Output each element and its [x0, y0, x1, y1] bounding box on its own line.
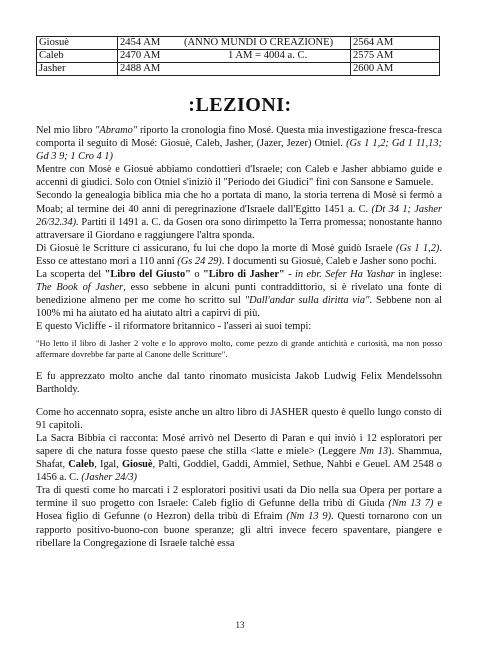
table-cell-name: Caleb [37, 50, 118, 63]
book-title: "Dall'andar sulla diritta via" [244, 295, 370, 307]
scripture-reference: (Dt 34 1; Jasher 26/32.34). [36, 203, 442, 228]
text-run: e Hosea figlio di Gefunne (o Hezron) della tribù di Efraim [36, 498, 442, 523]
paragraph [36, 189, 442, 241]
table-cell-end: 2600 AM [351, 63, 440, 76]
highlighted-name: Giosuè [121, 459, 153, 471]
text-run: o [190, 269, 203, 281]
text-run: Partiti il 1491 a. C. da Gosen ora sono dirimpetto la Terra promessa; nonostante hanno attraversare il Giordano e raggiungere l'altra sponda. [36, 216, 442, 241]
paragraph: E fu apprezzato molto anche dal tanto rinomato musicista Jakob Ludwig Felix Mendelssohn Bartholdy. [36, 370, 442, 395]
text-run: , esso sebbene in alcuni punti contraddittorio, si è rivelato una fonte di benedizione almeno per me come ho scritto sul [36, 282, 442, 307]
text-run: Secondo la genealogia biblica mia che ho a portata di mano, la storia terrena di Mosè si fermò a Moab; al termine dei 40 anni di peregrinazione d'Israele dall'Egitto 1451 a. C. [36, 190, 442, 215]
book-title: "Libro del Giusto" [104, 269, 191, 281]
paragraph: E questo Vicliffe - il riformatore britannico - l'asserì ai suoi tempi: [36, 321, 312, 333]
table-cell-end: 2564 AM [351, 37, 440, 50]
text-run: , Palti, Goddiel, Gaddi, Ammiel, Sethue, Nahbi e Geuel. AM 2548 o 1456 a. C. [36, 459, 442, 484]
page-number: 13 [235, 620, 245, 630]
hebrew-title: - in ebr. Sefer Ha Yashar [284, 269, 395, 281]
highlighted-name: Caleb [68, 459, 95, 471]
paragraph [36, 432, 442, 484]
paragraph [36, 484, 442, 549]
table-row [37, 37, 440, 50]
text-run: , Igal, [94, 459, 122, 471]
chronology-table [36, 36, 440, 76]
text-run: Di Giosuè le Scritture ci assicurano, fu lui che dopo la morte di Mosè guidò Israele [36, 242, 396, 254]
scripture-reference: (Gs 1 1,2; Gd 1 11,13; Gd 3 9; 1 Cro 4 1) [36, 138, 442, 163]
table-cell-am-value: 2454 AM [120, 37, 161, 48]
scripture-reference: (Gs 24 29) [177, 255, 222, 267]
section-heading: :LEZIONI: [188, 94, 292, 116]
text-run: . Esso ce attestano morì a 110 anni [36, 242, 442, 267]
anno-mundi-note: (ANNO MUNDI O CREAZIONE) [184, 37, 334, 48]
paragraph [36, 268, 442, 320]
text-run: La Sacra Bibbia ci racconta: Mosé arrivò nel Deserto di Paran e qui inviò i 12 esploratori per sapere di che natura fosse questo paese che stilla <latte e miele> (Leggere [36, 432, 442, 457]
text-run: . Questi tornarono con un rapporto positivo-buono-con buone speranze; gli altri invece fecero spaventare, piangere e ribellare la Congregazione di Israele talchè essa [36, 511, 442, 549]
text-run: riporto la cronologia fino Mosé. Questa mia investigazione fresca-fresca comporta il seguito di Mosé: Giosuè, Caleb, Jasher, (Jazer, Jezer) Otniel. [36, 125, 442, 150]
quotation: "Ho letto il libro di Jasher 2 volte e lo approvo molto, come pezzo di grande antichità e curiosità, ma non posso affermare dovrebbe far parte al Canone delle Scritture". [36, 337, 442, 359]
table-cell-am: 2488 AM [118, 63, 351, 76]
anno-mundi-equation: 1 AM = 4004 a. C. [228, 50, 308, 61]
scripture-reference: (Nm 13 7) [388, 498, 434, 510]
scripture-reference: (Jasher 24/3) [81, 472, 138, 484]
table-cell-am [118, 37, 351, 50]
text-run: Tra di questi come ho marcati i 2 esploratori positivi usati da Dio nella sua Opera per portare a termine il suo progetto con Israele: Caleb figlio di Gefunne della tribù di Giuda [36, 485, 442, 510]
scripture-reference: (Gs 1 1,2) [395, 242, 440, 254]
scripture-reference: (Nm 13 9) [286, 511, 332, 523]
book-title: "Libro di Jasher" [202, 269, 285, 281]
table-row [37, 50, 440, 63]
table-cell-name: Jasher [37, 63, 118, 76]
paragraph: Come ho accennato sopra, esiste anche un altro libro di JASHER questo è quello lungo consto di 91 capitoli. [36, 406, 442, 431]
table-cell-name: Giosuè [37, 37, 118, 50]
table-cell-am-value: 2470 AM [120, 50, 161, 61]
text-run: ). Shammua, Shafat, [36, 445, 442, 471]
scripture-reference: Nm 13 [359, 445, 389, 457]
english-title: The Book of Jasher [36, 282, 124, 294]
body-text [36, 124, 442, 550]
paragraph: Mentre con Mosè e Giosuè abbiamo condottieri d'Israele; con Caleb e Jasher abbiamo guide e accenni di giudici. Solo con Otniel s'iniziò il "Periodo dei Giudici" finì con Sansone e Samuele. [36, 164, 442, 189]
text-run: . Sebbene non al 100% mi ha aiutato ed ha aiutato altri a capirvi di più. [36, 295, 442, 320]
text-run: Nel mio libro [36, 125, 95, 136]
paragraph [36, 124, 442, 163]
text-run: La scoperta del [36, 269, 105, 281]
table-cell-am [118, 50, 351, 63]
paragraph [36, 242, 442, 268]
table-cell-end: 2575 AM [351, 50, 440, 63]
text-run: in inglese: [394, 269, 442, 281]
text-run: . I documenti su Giosuè, Caleb e Jasher sono pochi. [221, 255, 437, 267]
table-row [37, 63, 440, 76]
book-title: "Abramo" [95, 125, 138, 136]
